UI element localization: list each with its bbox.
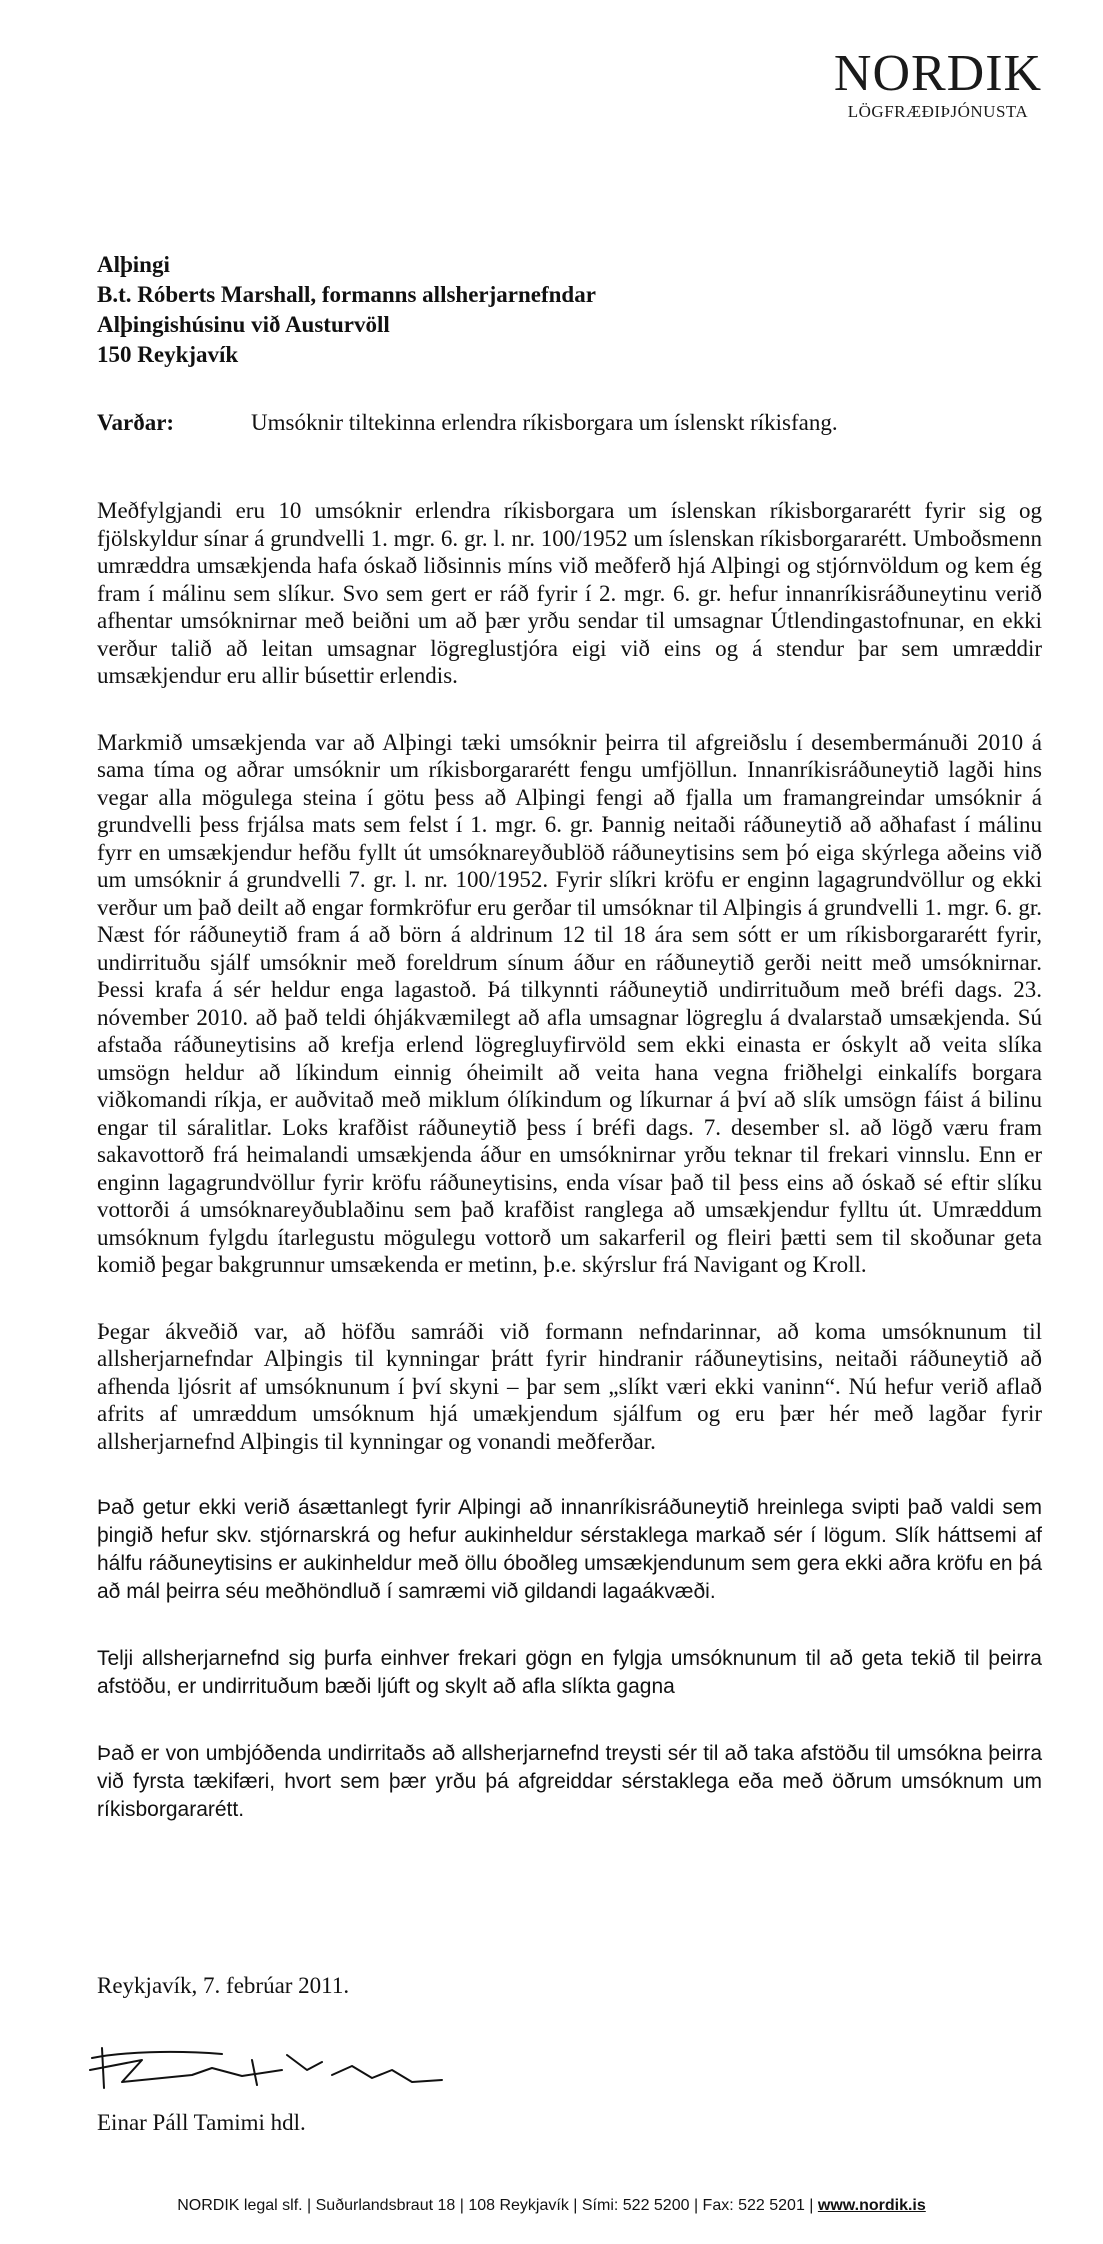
address-line-2: B.t. Róberts Marshall, formanns allsherjarnefndar (97, 282, 596, 307)
paragraph-2: Markmið umsækjenda var að Alþingi tæki umsóknir þeirra til afgreiðslu í desembermánuði 2010 á sama tíma og aðrar umsóknir um ríkisborgararétt fengu umfjöllun. Innanríkisráðuneytið lagði hins vegar alla mögulega steina í götu þess að Alþingi fengi að fjalla um framangreindar umsóknir á grundvelli þess frjálsa mats sem felst í 1. mgr. 6. gr. Þannig neitaði ráðuneytið að aðhafast í málinu fyrr en umsækjendur hefðu fyllt út umsóknareyðublöð ráðuneytisins sem þó eiga skýrlega aðeins við um umsóknir á grundvelli 7. gr. l. nr. 100/1952. Fyrir slíkri kröfu er enginn lagagrundvöllur og ekki verður um það deilt að engar formkröfur eru gerðar til umsóknar til Alþingis á grundvelli 1. mgr. 6. gr. Næst fór ráðuneytið fram á að börn á aldrinum 12 til 18 ára sem sótt er um ríkisborgararétt fyrir, undirrituðu sjálf umsóknir með foreldrum sínum áður en ráðuneytið gerði neitt með umsóknirnar. Þessi krafa á sér heldur enga lagastoð. Þá tilkynnti ráðuneytið undirrituðum með bréfi dags. 23. nóvember 2010. að það teldi óhjákvæmilegt að afla umsagnar lögreglu á dvalarstað umsækjenda. Sú afstaða ráðuneytisins að krefja erlend lögregluyfirvöld sem ekki einasta er óskylt að veita slíka umsögn heldur að líkindum einnig óheimilt að veita hana vegna friðhelgi einkalífs borgara viðkomandi ríkja, er auðvitað með miklum ólíkindum og líkurnar á því að slík umsögn fáist á bilinu engar til sáralitlar. Loks krafðist ráðuneytið þess í bréfi dags. 7. desember sl. að lögð væru fram sakavottorð frá heimalandi umsækjenda áður en umsóknirnar yrðu teknar til frekari vinnslu. Enn er enginn lagagrundvöllur fyrir kröfu ráðuneytisins, enda vísar það til þess eins að óskað sé eftir slíku vottorði á umsóknareyðublaðinu sem það krafðist ranglega að umsækjendur fylltu út. Umræddum umsóknum fylgdu ítarlegustu mögulegu vottorð um sakarferil og fleiri þætti sem til skoðunar geta komið þegar bakgrunnur umsækenda er metinn, þ.e. skýrslur frá Navigant og Kroll. (97, 729, 1042, 1277)
company-logo (773, 45, 1103, 122)
address-line-3: Alþingishúsinu við Austurvöll (97, 312, 390, 337)
paragraph-6: Það er von umbjóðenda undirritaðs að allsherjarnefnd treysti sér til að taka afstöðu til umsókna þeirra við fyrsta tækifæri, hvort sem þær yrðu þá afgreiddar sérstaklega eða með öðrum umsóknum um ríkisborgararétt. (97, 1742, 1042, 1821)
address-line-1: Alþingi (97, 252, 170, 277)
signer-name: Einar Páll Tamimi hdl. (97, 2110, 306, 2135)
paragraph-3: Þegar ákveðið var, að höfðu samráði við formann nefndarinnar, að koma umsóknunum til allsherjarnefndar Alþingis til kynningar þrátt fyrir hindranir ráðuneytisins, neitaði ráðuneytið að afhenda ljósrit af umsóknunum í því skyni – þar sem „slíkt væri ekki vaninn“. Nú hefur verið aflað afrits af umræddum umsóknum hjá umækjendum sjálfum og eru þær hér með lagðar fyrir allsherjarnefnd Alþingis til kynningar og vonandi meðferðar. (97, 1318, 1042, 1454)
letter-body (97, 497, 1042, 1863)
footer-website-link[interactable]: www.nordik.is (817, 2197, 926, 2214)
letterhead-footer (0, 2197, 1103, 2215)
paragraph-1: Meðfylgjandi eru 10 umsóknir erlendra ríkisborgara um íslenskan ríkisborgararétt fyrir sig og fjölskyldur sínar á grundvelli 1. mgr. 6. gr. l. nr. 100/1952 um íslenskan ríkisborgararétt. Umboðsmenn umræddra umsækjenda hafa óskað liðsinnis míns við meðferð hjá Alþingi og stjórnvöldum og kem ég fram í málinu sem slíkur. Svo sem gert er ráð fyrir í 2. mgr. 6. gr. hefur innanríkisráðuneytinu verið afhentar umsóknirnar með beiðni um að þær yrðu sendar til umsagnar Útlendingastofnunar, en ekki verður talið að leitan umsagnar lögreglustjóra eigi við eins og á stendur þar sem umræddir umsækjendur eru allir búsettir erlendis. (97, 498, 1042, 688)
footer-company-info: NORDIK legal slf. | Suðurlandsbraut 18 | 108 Reykjavík | Sími: 522 5200 | Fax: 522 5201 | (177, 2197, 818, 2214)
recipient-address (97, 250, 596, 370)
handwritten-signature (82, 2030, 452, 2100)
address-line-4: 150 Reykjavík (97, 342, 239, 367)
subject-text: Umsóknir tiltekinna erlendra ríkisborgara um íslenskt ríkisfang. (251, 410, 838, 435)
subject-line (97, 410, 1057, 436)
place-and-date: Reykjavík, 7. febrúar 2011. (97, 1973, 350, 1998)
paragraph-5: Telji allsherjarnefnd sig þurfa einhver frekari gögn en fylgja umsóknunum til að geta tekið til þeirra afstöðu, er undirrituðum bæði ljúft og skylt að afla slíkta gagna (97, 1647, 1042, 1698)
subject-label: Varðar: (97, 410, 175, 435)
logo-brand: NORDIK (833, 45, 1043, 102)
paragraph-4: Það getur ekki verið ásættanlegt fyrir Alþingi að innanríkisráðuneytið hreinlega svipti það valdi sem þingið hefur skv. stjórnarskrá og hefur aukinheldur sérstaklega markað sér í lögum. Slík háttsemi af hálfu ráðuneytisins er aukinheldur með öllu óboðleg umsækjendunum sem gera ekki aðra kröfu en þá að mál þeirra séu meðhöndluð í samræmi við gildandi lagaákvæði. (97, 1496, 1042, 1603)
logo-subtitle: LÖGFRÆÐIÞJÓNUSTA (847, 102, 1029, 121)
